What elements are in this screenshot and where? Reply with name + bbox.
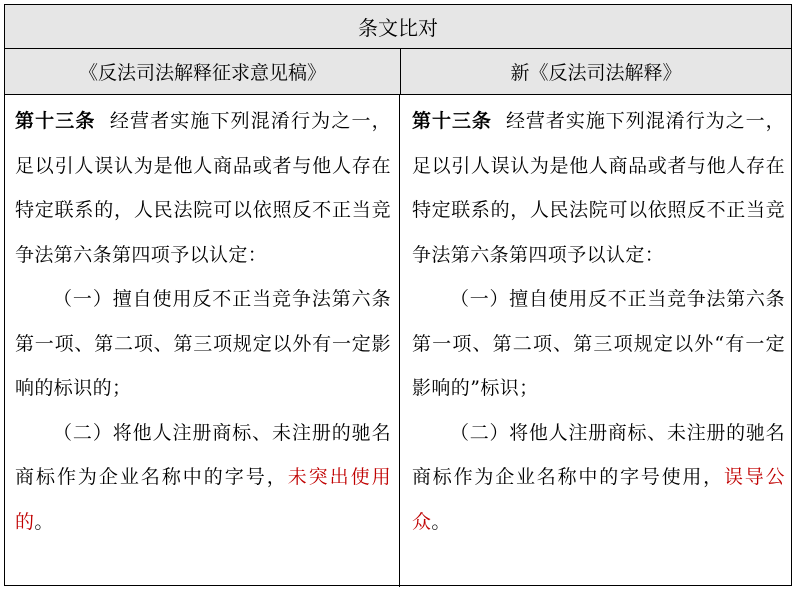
new-article-text: 经营者实施下列混淆行为之一，足以引人误认为是他人商品或者与他人存在特定联系的，人民法院可以依照反不正当竞争法第六条第四项予以认定： bbox=[412, 110, 785, 266]
new-item-2 bbox=[412, 411, 785, 545]
column-header-new: 新《反法司法解释》 bbox=[510, 62, 682, 84]
new-column bbox=[400, 95, 791, 587]
draft-article-label: 第十三条 bbox=[15, 110, 96, 132]
column-header-row bbox=[5, 49, 791, 95]
draft-item-2-text: （二）将他人注册商标、未注册的驰名商标作为企业名称中的字号， bbox=[15, 421, 391, 488]
column-header-draft: 《反法司法解释征求意见稿》 bbox=[5, 49, 401, 94]
table-title-text: 条文比对 bbox=[358, 16, 438, 40]
comparison-table bbox=[4, 4, 792, 586]
draft-article-text: 经营者实施下列混淆行为之一，足以引人误认为是他人商品或者与他人存在特定联系的，人民法院可以依照反不正当竞争法第六条第四项予以认定： bbox=[15, 110, 391, 266]
comparison-body-row bbox=[5, 95, 791, 587]
draft-item-2-end: 。 bbox=[34, 510, 54, 533]
new-item-1: （一）擅自使用反不正当竞争法第六条第一项、第二项、第三项规定以外“有一定影响的”标识； bbox=[412, 288, 785, 399]
new-article-label: 第十三条 bbox=[412, 110, 492, 132]
new-item-2-text: （二）将他人注册商标、未注册的驰名商标作为企业名称中的字号使用， bbox=[412, 421, 785, 488]
new-item-2-highlight: 误导公众 bbox=[412, 466, 785, 533]
new-item-2-end: 。 bbox=[431, 510, 451, 533]
new-article-paragraph bbox=[412, 99, 785, 277]
draft-item-1: （一）擅自使用反不正当竞争法第六条第一项、第二项、第三项规定以外有一定影响的标识的； bbox=[15, 288, 391, 399]
draft-article-paragraph bbox=[15, 99, 391, 277]
draft-item-2-highlight: 未突出使用的 bbox=[15, 466, 391, 533]
table-title bbox=[5, 5, 791, 49]
draft-column bbox=[5, 95, 400, 587]
draft-item-2 bbox=[15, 411, 391, 545]
